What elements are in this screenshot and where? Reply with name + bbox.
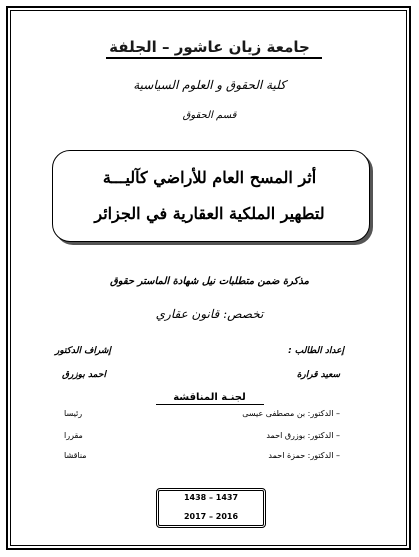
specialty: تخصص: قانون عقاري [155,307,264,321]
thesis-title-line-1: أثر المسح العام للأراضي كآليـــة [102,168,317,187]
jury-member-role: رئيسا [64,409,83,418]
university-name: جامعة زيان عاشور – الجلفة [109,38,310,56]
jury-member-name: – الدكتور: حمزة احمد [268,451,340,460]
jury-member-name: – الدكتور: بن مصطفى عيسى [242,409,340,418]
jury-title: لجنـة المناقشة [173,392,246,403]
jury-title-underline [156,404,264,405]
jury-member-name: – الدكتور: بوزرق احمد [266,431,340,440]
faculty-name: كلية الحقوق و العلوم السياسية [133,78,286,92]
department-name: قسم الحقوق [182,110,237,121]
gregorian-year: 2017 – 2016 [183,512,239,521]
prepared-by-label: إعداد الطالب : [288,346,344,356]
student-name: سعيد قرارة [296,370,340,380]
university-underline [106,57,322,59]
thesis-title-line-2: لتطهير الملكية العقارية في الجزائر [94,204,325,223]
jury-member-role: مناقشا [64,451,87,460]
hijri-year: 1438 – 1437 [183,493,239,502]
jury-member-role: مقررا [64,431,83,440]
memo-statement: مذكرة ضمن متطلبات نيل شهادة الماستر حقوق [109,276,310,287]
supervisor-name: احمد بوزرق [62,370,106,380]
title-box [52,150,370,242]
supervision-label: إشراف الدكتور [55,346,111,356]
